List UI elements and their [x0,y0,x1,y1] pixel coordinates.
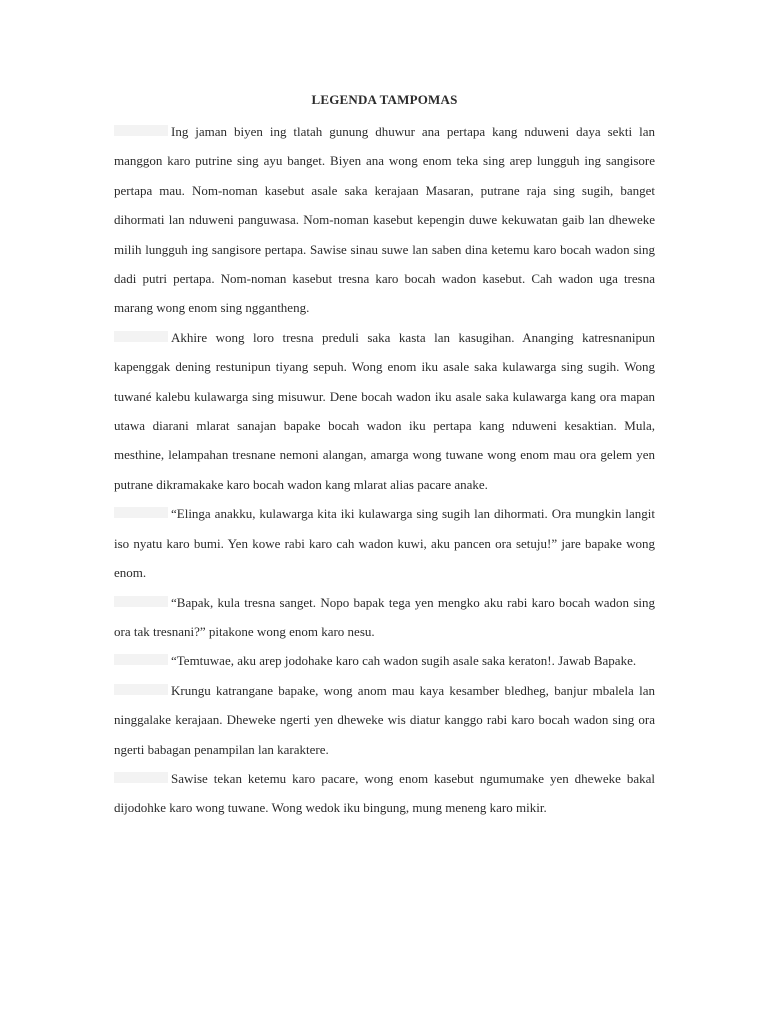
paragraph [114,646,655,675]
paragraph-text: “Temtuwae, aku arep jodohake karo cah wadon sugih asale saka keraton!. Jawab Bapake. [171,653,637,669]
indent-marker [114,654,168,665]
indent-marker [114,125,168,136]
paragraph [114,117,655,323]
indent-marker [114,331,168,342]
paragraph-text: Akhire wong loro tresna preduli saka kasta lan kasugihan. Ananging katresnanipun kapenggak dening restunipun tiyang sepuh. Wong enom iku asale saka kulawarga sing sugih. Wong tuwané kalebu kulawarga sing misuwur. Dene bocah wadon iku asale saka kulawarga kang ora mapan utawa diarani mlarat sanajan bapake bocah wadon iku pertapa kang nduweni kesaktian. Mula, mesthine, lelampahan tresnane nemoni alangan, amarga wong tuwane wong enom mau ora gelem yen putrane dikramakake karo bocah wadon kang mlarat alias pacare anake. [114,329,655,492]
paragraph-text: Ing jaman biyen ing tlatah gunung dhuwur ana pertapa kang nduweni daya sekti lan manggon karo putrine sing ayu banget. Biyen ana wong enom teka sing arep lungguh ing sangisore pertapa mau. Nom-noman kasebut asale saka kerajaan Masaran, putrane raja sing sugih, banget dihormati lan nduweni panguwasa. Nom-noman kasebut kepengin duwe kekuwatan gaib lan dheweke milih lungguh ing sangisore pertapa. Sawise sinau suwe lan saben dina ketemu karo bocah wadon sing dadi putri pertapa. Nom-noman kasebut tresna karo bocah wadon kasebut. Cah wadon uga tresna marang wong enom sing nggantheng. [114,124,655,316]
indent-marker [114,596,168,607]
indent-marker [114,772,168,783]
paragraph [114,676,655,764]
document-title: LEGENDA TAMPOMAS [311,92,458,107]
document-page [114,89,655,823]
indent-marker [114,507,168,518]
paragraph [114,764,655,823]
indent-marker [114,684,168,695]
paragraph-text: Krungu katrangane bapake, wong anom mau kaya kesamber bledheg, banjur mbalela lan ninggalake kerajaan. Dheweke ngerti yen dheweke wis diatur kanggo rabi karo bocah wadon sing ora ngerti babagan penampilan lan karaktere. [114,682,655,757]
paragraph [114,323,655,499]
paragraph-text: “Elinga anakku, kulawarga kita iki kulawarga sing sugih lan dihormati. Ora mungkin langit iso nyatu karo bumi. Yen kowe rabi karo cah wadon kuwi, aku pancen ora setuju!” jare bapake wong enom. [114,506,655,581]
paragraph-text: Sawise tekan ketemu karo pacare, wong enom kasebut ngumumake yen dheweke bakal dijodohke karo wong tuwane. Wong wedok iku bingung, mung meneng karo mikir. [114,770,655,816]
paragraph-text: “Bapak, kula tresna sanget. Nopo bapak tega yen mengko aku rabi karo bocah wadon sing ora tak tresnani?” pitakone wong enom karo nesu. [114,594,655,639]
paragraph [114,499,655,587]
paragraph [114,588,655,647]
